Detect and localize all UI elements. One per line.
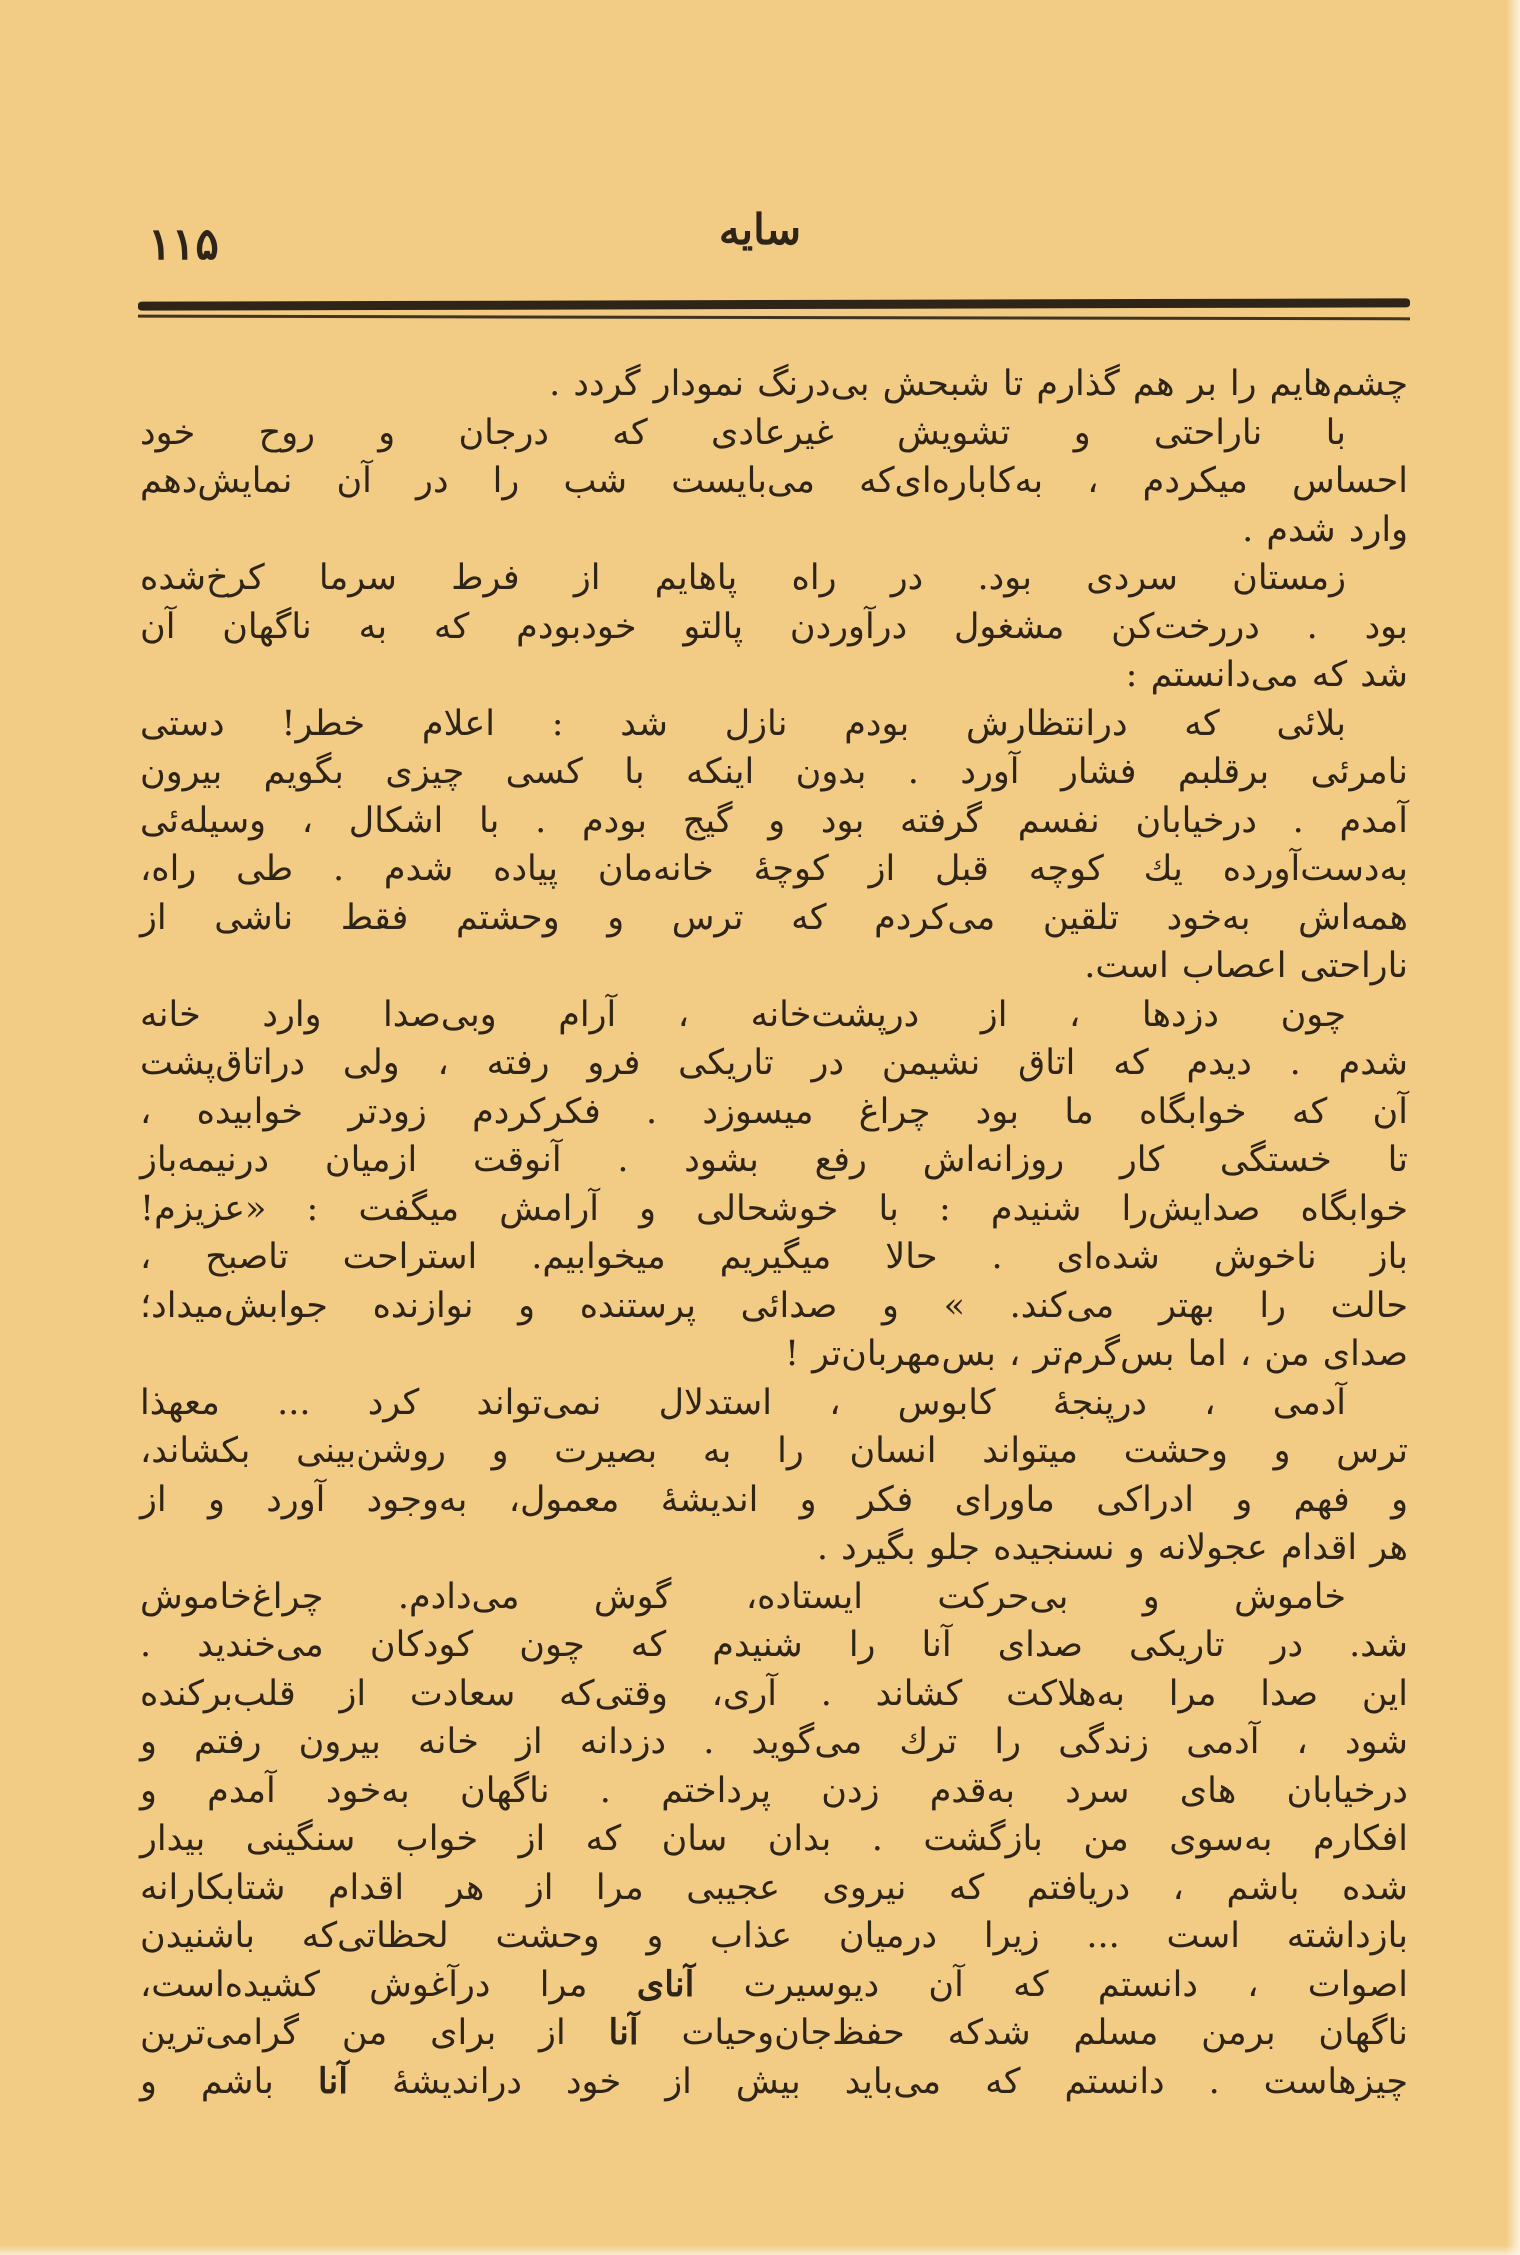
scan-edge-right bbox=[1506, 0, 1520, 2255]
text-line: حالت را بهتر می‌کند. » و صدائی پرستنده و نوازنده جوابش‌میداد؛ bbox=[140, 1285, 1408, 1326]
text-line: به‌دست‌آورده یك کوچه قبل از کوچهٔ خانه‌مان پیاده شدم . طی راه، bbox=[140, 849, 1408, 889]
body-text bbox=[140, 360, 1408, 2106]
text-line: چیزهاست . دانستم که می‌باید بیش از خود دراندیشهٔ آنا باشم و bbox=[140, 2060, 1408, 2102]
page-title: سایه bbox=[718, 205, 802, 254]
text-line: وارد شدم . bbox=[1242, 509, 1408, 550]
text-line: همه‌اش به‌خود تلقین می‌کردم که ترس و وحشتم فقط ناشی از bbox=[140, 897, 1408, 938]
text-line: بلائی که درانتظارش بودم نازل شد : اعلام خطر! دستی bbox=[140, 703, 1346, 744]
text-line: آدمی ، درپنجهٔ کابوس ، استدلال نمی‌تواند کرد ... معهذا bbox=[140, 1382, 1346, 1423]
text-line: و فهم و ادراکی ماورای فکر و اندیشهٔ معمول، به‌وجود آورد و از bbox=[140, 1479, 1408, 1520]
text-line: این صدا مرا به‌هلاکت کشاند . آری، وقتی‌که سعادت از قلب‌برکنده bbox=[140, 1673, 1408, 1714]
text-line: چون دزدها ، از درپشت‌خانه ، آرام وبی‌صدا وارد خانه bbox=[140, 994, 1346, 1035]
text-line: بود . دررخت‌کن مشغول درآوردن پالتو خودبودم که به ناگهان آن bbox=[140, 606, 1408, 647]
text-line: زمستان سردی بود. در راه پاهایم از فرط سرما کرخ‌شده bbox=[140, 558, 1346, 598]
header-rule-thin bbox=[138, 315, 1410, 321]
header-rule bbox=[138, 300, 1410, 319]
text-line: شدم . دیدم که اتاق نشیمن در تاریکی فرو رفته ، ولی دراتاق‌پشت bbox=[140, 1043, 1408, 1083]
text-line: آن که خوابگاه ما بود چراغ میسوزد . فکرکردم زودتر خوابیده ، bbox=[140, 1091, 1408, 1132]
text-line: تا خستگی کار روزانه‌اش رفع بشود . آنوقت ازمیان درنیمه‌باز bbox=[140, 1140, 1408, 1180]
text-line: آمدم . درخیابان نفسم گرفته بود و گیج بودم . با اشکال ، وسیله‌ئی bbox=[140, 800, 1408, 841]
text-line: چشم‌هایم را بر هم گذارم تا شبحش بی‌درنگ نمودار گردد . bbox=[549, 364, 1408, 404]
text-line: اصوات ، دانستم که آن دیوسیرت آنای مرا درآغوش کشیده‌است، bbox=[140, 1963, 1408, 2005]
text-line: خوابگاه صدایش‌را شنیدم : با خوشحالی و آرامش میگفت : «عزیزم! bbox=[140, 1188, 1408, 1229]
page-header bbox=[0, 205, 1520, 285]
text-line: شد که می‌دانستم : bbox=[1125, 655, 1408, 695]
text-line: با ناراحتی و تشویش غیرعادی که درجان و روح خود bbox=[140, 412, 1346, 453]
text-line: بازداشته است ... زیرا درمیان عذاب و وحشت لحظاتی‌که باشنیدن bbox=[140, 1916, 1408, 1956]
text-line: خاموش و بی‌حرکت ایستاده، گوش می‌دادم. چراغ‌خاموش bbox=[140, 1576, 1346, 1617]
text-line: نامرئی برقلبم فشار آورد . بدون اینکه با کسی چیزی بگویم بیرون bbox=[140, 752, 1408, 792]
text-line: افکارم به‌سوی من بازگشت . بدان سان که از خواب سنگینی بیدار bbox=[140, 1819, 1408, 1859]
page-number: ۱۱۵ bbox=[148, 219, 219, 270]
text-line: ناگهان برمن مسلم شدکه حفظ‌جان‌وحیات آنا از برای من گرامی‌ترین bbox=[140, 2012, 1408, 2053]
text-line: ناراحتی اعصاب است. bbox=[1084, 946, 1408, 986]
text-line: شد. در تاریکی صدای آنا را شنیدم که چون کودکان می‌خندید . bbox=[140, 1625, 1408, 1665]
text-line: باز ناخوش شده‌ای . حالا میگیریم میخوابیم. استراحت تاصبح ، bbox=[140, 1237, 1408, 1277]
scan-edge-bottom bbox=[0, 2245, 1520, 2255]
text-line: شود ، آدمی زندگی را ترك می‌گوید . دزدانه از خانه بیرون رفتم و bbox=[140, 1722, 1408, 1762]
text-line: صدای من ، اما بس‌گرم‌تر ، بس‌مهربان‌تر ! bbox=[784, 1334, 1408, 1374]
header-rule-thick bbox=[138, 298, 1410, 310]
text-line: درخیابان های سرد به‌قدم زدن پرداختم . ناگهان به‌خود آمدم و bbox=[140, 1770, 1408, 1811]
text-line: ترس و وحشت میتواند انسان را به بصیرت و روشن‌بینی بکشاند، bbox=[140, 1431, 1408, 1471]
text-line: شده باشم ، دریافتم که نیروی عجیبی مرا از هر اقدام شتابکارانه bbox=[140, 1867, 1408, 1908]
text-line: احساس میکردم ، به‌کاباره‌ای‌که می‌بایست شب را در آن نمایش‌دهم bbox=[140, 461, 1408, 501]
text-line: هر اقدام عجولانه و نسنجیده جلو بگیرد . bbox=[816, 1528, 1408, 1568]
